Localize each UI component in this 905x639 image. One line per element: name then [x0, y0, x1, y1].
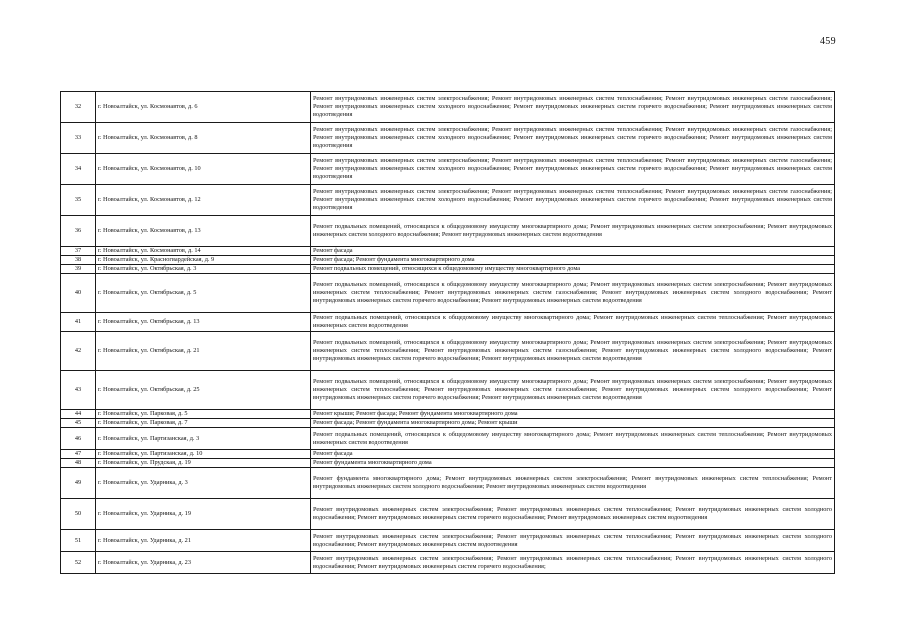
row-number: 43 — [61, 371, 96, 410]
row-works: Ремонт внутридомовых инженерных систем электроснабжения; Ремонт внутридомовых инженерных систем теплоснабжения; Ремонт внутридомовых инженерных систем газоснабжения; Ремонт внутридомовых инженерных систем холодного водоснабжения; Ремонт внутридомовых инженерных систем горячего водоснабжения; Ремонт внутридомовых инженерных систем водоотведения — [311, 123, 835, 154]
row-number: 39 — [61, 265, 96, 274]
row-works: Ремонт подвальных помещений, относящихся к общедомовому имуществу многоквартирного дома; Ремонт внутридомовых инженерных систем электроснабжения; Ремонт внутридомовых инженерных систем теплоснабжения; Ремонт внутридомовых инженерных систем газоснабжения; Ремонт внутридомовых инженерных систем холодного водоснабжения; Ремонт внутридомовых инженерных систем горячего водоснабжения; Ремонт внутридомовых инженерных систем водоотведения — [311, 371, 835, 410]
row-works: Ремонт подвальных помещений, относящихся к общедомовому имуществу многоквартирного дома; Ремонт внутридомовых инженерных систем электроснабжения; Ремонт внутридомовых инженерных систем холодного водоснабжения; Ремонт внутридомовых инженерных систем водоотведения — [311, 216, 835, 247]
row-number: 49 — [61, 468, 96, 499]
row-address: г. Новоалтайск, ул. Партизанская, д. 10 — [96, 450, 311, 459]
row-address: г. Новоалтайск, ул. Октябрьская, д. 13 — [96, 313, 311, 332]
table-row — [61, 256, 835, 265]
row-address: г. Новоалтайск, ул. Октябрьская, д. 21 — [96, 332, 311, 371]
table-row — [61, 468, 835, 499]
table-row — [61, 216, 835, 247]
page-number: 459 — [820, 36, 836, 47]
row-address: г. Новоалтайск, ул. Космонавтов, д. 13 — [96, 216, 311, 247]
row-works: Ремонт фундамента многоквартирного дома; Ремонт внутридомовых инженерных систем электроснабжения; Ремонт внутридомовых инженерных систем теплоснабжения; Ремонт внутридомовых инженерных систем холодного водоснабжения; Ремонт внутридомовых инженерных систем водоотведения — [311, 468, 835, 499]
row-works: Ремонт подвальных помещений, относящихся к общедомовому имуществу многоквартирного дома — [311, 265, 835, 274]
row-works: Ремонт подвальных помещений, относящихся к общедомовому имуществу многоквартирного дома; Ремонт внутридомовых инженерных систем электроснабжения; Ремонт внутридомовых инженерных систем теплоснабжения; Ремонт внутридомовых инженерных систем газоснабжения; Ремонт внутридомовых инженерных систем холодного водоснабжения; Ремонт внутридомовых инженерных систем горячего водоснабжения; Ремонт внутридомовых инженерных систем водоотведения — [311, 332, 835, 371]
table-row — [61, 185, 835, 216]
row-works: Ремонт внутридомовых инженерных систем электроснабжения; Ремонт внутридомовых инженерных систем теплоснабжения; Ремонт внутридомовых инженерных систем газоснабжения; Ремонт внутридомовых инженерных систем холодного водоснабжения; Ремонт внутридомовых инженерных систем горячего водоснабжения; Ремонт внутридомовых инженерных систем водоотведения — [311, 92, 835, 123]
row-works: Ремонт фасада — [311, 247, 835, 256]
row-address: г. Новоалтайск, ул. Октябрьская, д. 5 — [96, 274, 311, 313]
table-row — [61, 499, 835, 530]
row-number: 48 — [61, 459, 96, 468]
row-address: г. Новоалтайск, ул. Космонавтов, д. 10 — [96, 154, 311, 185]
table-row — [61, 450, 835, 459]
row-works: Ремонт подвальных помещений, относящихся к общедомовому имуществу многоквартирного дома; Ремонт внутридомовых инженерных систем теплоснабжения; Ремонт внутридомовых инженерных систем водоотведения — [311, 428, 835, 450]
row-address: г. Новоалтайск, ул. Октябрьская, д. 25 — [96, 371, 311, 410]
table-row — [61, 123, 835, 154]
row-number: 37 — [61, 247, 96, 256]
row-works: Ремонт внутридомовых инженерных систем электроснабжения; Ремонт внутридомовых инженерных систем теплоснабжения; Ремонт внутридомовых инженерных систем холодного водоснабжения; Ремонт внутридомовых инженерных систем горячего водоснабжения; — [311, 552, 835, 574]
table-row — [61, 247, 835, 256]
row-number: 51 — [61, 530, 96, 552]
table-body — [61, 92, 835, 574]
row-address: г. Новоалтайск, ул. Парковая, д. 5 — [96, 410, 311, 419]
table-row — [61, 552, 835, 574]
row-works: Ремонт внутридомовых инженерных систем электроснабжения; Ремонт внутридомовых инженерных систем теплоснабжения; Ремонт внутридомовых инженерных систем холодного водоснабжения; Ремонт внутридомовых инженерных систем горячего водоснабжения; Ремонт внутридомовых инженерных систем водоотведения — [311, 499, 835, 530]
table-row — [61, 410, 835, 419]
row-works: Ремонт фасада; Ремонт фундамента многоквартирного дома; Ремонт крыши — [311, 419, 835, 428]
row-works: Ремонт внутридомовых инженерных систем электроснабжения; Ремонт внутридомовых инженерных систем теплоснабжения; Ремонт внутридомовых инженерных систем газоснабжения; Ремонт внутридомовых инженерных систем холодного водоснабжения; Ремонт внутридомовых инженерных систем горячего водоснабжения; Ремонт внутридомовых инженерных систем водоотведения — [311, 185, 835, 216]
row-address: г. Новоалтайск, ул. Ударника, д. 23 — [96, 552, 311, 574]
row-address: г. Новоалтайск, ул. Космонавтов, д. 14 — [96, 247, 311, 256]
row-number: 47 — [61, 450, 96, 459]
row-number: 50 — [61, 499, 96, 530]
row-address: г. Новоалтайск, ул. Космонавтов, д. 12 — [96, 185, 311, 216]
table-row — [61, 419, 835, 428]
row-number: 45 — [61, 419, 96, 428]
row-number: 41 — [61, 313, 96, 332]
row-number: 42 — [61, 332, 96, 371]
row-number: 44 — [61, 410, 96, 419]
row-address: г. Новоалтайск, ул. Космонавтов, д. 6 — [96, 92, 311, 123]
row-works: Ремонт внутридомовых инженерных систем электроснабжения; Ремонт внутридомовых инженерных систем теплоснабжения; Ремонт внутридомовых инженерных систем холодного водоснабжения; Ремонт внутридомовых инженерных систем водоотведения — [311, 530, 835, 552]
row-number: 52 — [61, 552, 96, 574]
row-address: г. Новоалтайск, ул. Октябрьская, д. 3 — [96, 265, 311, 274]
row-address: г. Новоалтайск, ул. Парковая, д. 7 — [96, 419, 311, 428]
row-number: 34 — [61, 154, 96, 185]
row-address: г. Новоалтайск, ул. Ударника, д. 19 — [96, 499, 311, 530]
row-address: г. Новоалтайск, ул. Прудская, д. 19 — [96, 459, 311, 468]
table-row — [61, 530, 835, 552]
table-row — [61, 154, 835, 185]
row-works: Ремонт фасада; Ремонт фундамента многоквартирного дома — [311, 256, 835, 265]
table-row — [61, 332, 835, 371]
row-number: 40 — [61, 274, 96, 313]
row-number: 46 — [61, 428, 96, 450]
row-number: 33 — [61, 123, 96, 154]
row-address: г. Новоалтайск, ул. Красногвардейская, д. 9 — [96, 256, 311, 265]
row-works: Ремонт фундамента многоквартирного дома — [311, 459, 835, 468]
table-row — [61, 459, 835, 468]
row-number: 38 — [61, 256, 96, 265]
row-works: Ремонт крыши; Ремонт фасада; Ремонт фундамента многоквартирного дома — [311, 410, 835, 419]
row-address: г. Новоалтайск, ул. Партизанская, д. 3 — [96, 428, 311, 450]
row-address: г. Новоалтайск, ул. Ударника, д. 3 — [96, 468, 311, 499]
repair-works-table — [60, 91, 835, 574]
table-row — [61, 92, 835, 123]
row-number: 36 — [61, 216, 96, 247]
row-address: г. Новоалтайск, ул. Космонавтов, д. 8 — [96, 123, 311, 154]
table-row — [61, 274, 835, 313]
row-number: 35 — [61, 185, 96, 216]
table-row — [61, 265, 835, 274]
table-row — [61, 428, 835, 450]
row-works: Ремонт подвальных помещений, относящихся к общедомовому имуществу многоквартирного дома; Ремонт внутридомовых инженерных систем электроснабжения; Ремонт внутридомовых инженерных систем теплоснабжения; Ремонт внутридомовых инженерных систем газоснабжения; Ремонт внутридомовых инженерных систем холодного водоснабжения; Ремонт внутридомовых инженерных систем горячего водоснабжения; Ремонт внутридомовых инженерных систем водоотведения — [311, 274, 835, 313]
row-number: 32 — [61, 92, 96, 123]
table-row — [61, 371, 835, 410]
row-works: Ремонт подвальных помещений, относящихся к общедомовому имуществу многоквартирного дома; Ремонт внутридомовых инженерных систем теплоснабжения; Ремонт внутридомовых инженерных систем водоотведения — [311, 313, 835, 332]
row-works: Ремонт фасада — [311, 450, 835, 459]
row-address: г. Новоалтайск, ул. Ударника, д. 21 — [96, 530, 311, 552]
table-row — [61, 313, 835, 332]
row-works: Ремонт внутридомовых инженерных систем электроснабжения; Ремонт внутридомовых инженерных систем теплоснабжения; Ремонт внутридомовых инженерных систем газоснабжения; Ремонт внутридомовых инженерных систем холодного водоснабжения; Ремонт внутридомовых инженерных систем горячего водоснабжения; Ремонт внутридомовых инженерных систем водоотведения — [311, 154, 835, 185]
